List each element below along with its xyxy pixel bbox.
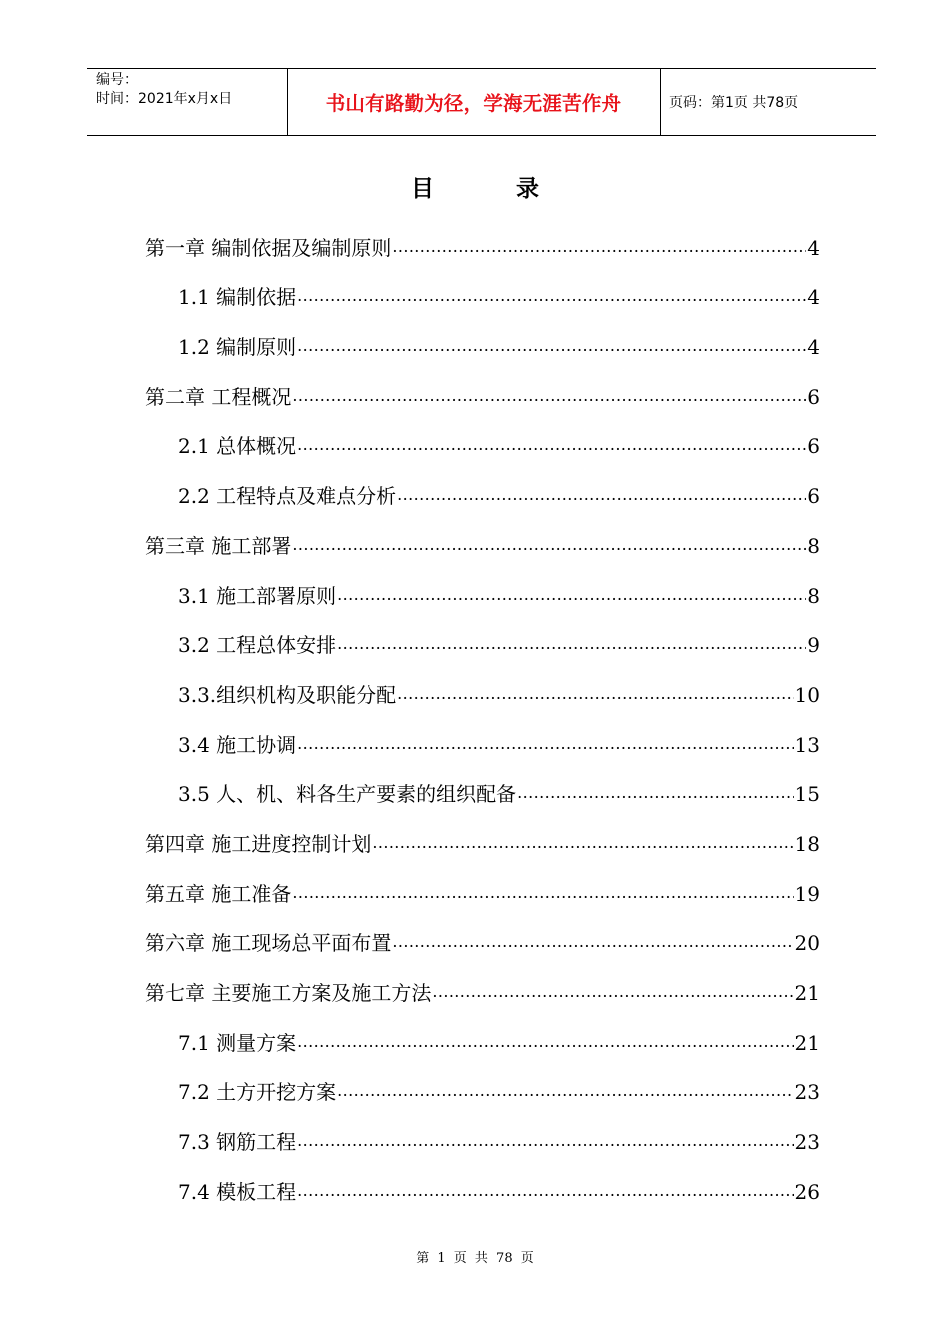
dot-leader bbox=[392, 234, 806, 260]
toc-entry-label: 7.3 钢筋工程 bbox=[178, 1130, 297, 1155]
toc-entry-page-number: 4 bbox=[807, 235, 820, 260]
header-page-label: 页码：第1页 共78页 bbox=[669, 95, 799, 111]
dot-leader bbox=[292, 880, 793, 906]
toc-entry-label: 7.2 土方开挖方案 bbox=[178, 1080, 337, 1105]
page-header bbox=[87, 68, 876, 136]
toc-entry-label: 1.2 编制原则 bbox=[178, 335, 297, 360]
toc-title bbox=[0, 170, 950, 203]
dot-leader bbox=[297, 283, 806, 309]
toc-entry-page-number: 19 bbox=[794, 881, 820, 906]
dot-leader bbox=[297, 432, 806, 458]
toc-entry[interactable] bbox=[145, 1158, 820, 1208]
toc-entry-page-number: 21 bbox=[794, 1030, 820, 1055]
toc-entry[interactable] bbox=[145, 214, 820, 264]
toc-entry-label: 第四章 施工进度控制计划 bbox=[145, 831, 372, 856]
toc-entry-label: 第七章 主要施工方案及施工方法 bbox=[145, 981, 432, 1005]
page-footer: 第 1 页 共 78 页 bbox=[416, 1251, 534, 1266]
toc-entry[interactable] bbox=[145, 1108, 820, 1158]
toc-entry-label: 7.4 模板工程 bbox=[178, 1179, 297, 1204]
toc-entry-page-number: 20 bbox=[794, 931, 820, 956]
toc-entry-page-number: 26 bbox=[794, 1179, 820, 1204]
toc-entry-page-number: 8 bbox=[807, 533, 820, 558]
toc-entry-label: 3.3.组织机构及职能分配 bbox=[178, 682, 397, 707]
toc-entry[interactable] bbox=[145, 413, 820, 463]
toc-title-char: 目 bbox=[411, 176, 434, 202]
dot-leader bbox=[297, 333, 806, 359]
dot-leader bbox=[372, 830, 793, 856]
dot-leader bbox=[297, 1029, 793, 1055]
time-label: 时间：2021年x月x日 bbox=[96, 91, 233, 107]
toc-entry-page-number: 4 bbox=[807, 335, 820, 360]
toc-entry-page-number: 6 bbox=[807, 484, 820, 509]
toc-entry-label: 第五章 施工准备 bbox=[145, 881, 292, 906]
dot-leader bbox=[337, 1078, 793, 1104]
toc-entry-page-number: 6 bbox=[807, 434, 820, 459]
dot-leader bbox=[397, 482, 806, 508]
toc-entry[interactable] bbox=[145, 1059, 820, 1109]
toc-entry-page-number: 18 bbox=[794, 831, 820, 856]
dot-leader bbox=[432, 979, 793, 1005]
dot-leader bbox=[337, 631, 806, 657]
toc-entry[interactable] bbox=[145, 810, 820, 860]
toc-entry-label: 2.1 总体概况 bbox=[178, 434, 297, 459]
toc-entry-label: 1.1 编制依据 bbox=[178, 285, 297, 310]
toc-entry-label: 2.2 工程特点及难点分析 bbox=[178, 484, 397, 509]
toc-entry-label: 第三章 施工部署 bbox=[145, 533, 292, 558]
toc-entry-page-number: 15 bbox=[794, 782, 820, 807]
toc-entry-label: 7.1 测量方案 bbox=[178, 1030, 297, 1055]
header-divider bbox=[660, 69, 661, 135]
toc-entry-label: 第一章 编制依据及编制原则 bbox=[145, 235, 392, 260]
toc-entry[interactable] bbox=[145, 661, 820, 711]
dot-leader bbox=[292, 383, 806, 409]
toc-entry-page-number: 10 bbox=[794, 682, 820, 707]
toc-entry-page-number: 13 bbox=[794, 732, 820, 757]
dot-leader bbox=[397, 681, 793, 707]
toc-entry[interactable] bbox=[145, 512, 820, 562]
header-motto: 书山有路勤为径，学海无涯苦作舟 bbox=[325, 92, 622, 115]
toc-entry-label: 第二章 工程概况 bbox=[145, 384, 292, 409]
toc-entry-label: 3.2 工程总体安排 bbox=[178, 633, 337, 658]
toc-entry[interactable] bbox=[145, 1009, 820, 1059]
toc-entry-page-number: 23 bbox=[794, 1130, 820, 1155]
toc-entry[interactable] bbox=[145, 761, 820, 811]
toc-entry-label: 第六章 施工现场总平面布置 bbox=[145, 931, 392, 956]
toc-entry-label: 3.4 施工协调 bbox=[178, 732, 297, 757]
toc-entry-page-number: 9 bbox=[807, 633, 820, 658]
toc-entry[interactable] bbox=[145, 363, 820, 413]
toc-entry[interactable] bbox=[145, 562, 820, 612]
toc-entry-page-number: 23 bbox=[794, 1080, 820, 1105]
toc-entry-page-number: 21 bbox=[794, 981, 820, 1005]
toc-entry[interactable] bbox=[145, 313, 820, 363]
toc-entry[interactable] bbox=[145, 711, 820, 761]
dot-leader bbox=[392, 929, 793, 955]
toc-entry[interactable] bbox=[145, 910, 820, 960]
dot-leader bbox=[297, 1178, 793, 1204]
toc-entry[interactable] bbox=[145, 462, 820, 512]
toc-entry[interactable] bbox=[145, 959, 820, 1009]
dot-leader bbox=[292, 532, 806, 558]
toc-entry-label: 3.5 人、机、料各生产要素的组织配备 bbox=[178, 782, 517, 807]
toc-entry[interactable] bbox=[145, 860, 820, 910]
toc-entry-page-number: 6 bbox=[807, 384, 820, 409]
dot-leader bbox=[517, 780, 793, 806]
header-meta bbox=[96, 71, 232, 109]
serial-label: 编号： bbox=[96, 72, 138, 88]
dot-leader bbox=[297, 1128, 793, 1154]
table-of-contents bbox=[145, 214, 820, 1208]
dot-leader bbox=[337, 582, 806, 608]
toc-entry-label: 3.1 施工部署原则 bbox=[178, 583, 337, 608]
toc-entry[interactable] bbox=[145, 612, 820, 662]
toc-entry-page-number: 8 bbox=[807, 583, 820, 608]
toc-title-char: 录 bbox=[516, 176, 539, 202]
dot-leader bbox=[297, 731, 793, 757]
toc-entry-page-number: 4 bbox=[807, 285, 820, 310]
toc-entry[interactable] bbox=[145, 264, 820, 314]
